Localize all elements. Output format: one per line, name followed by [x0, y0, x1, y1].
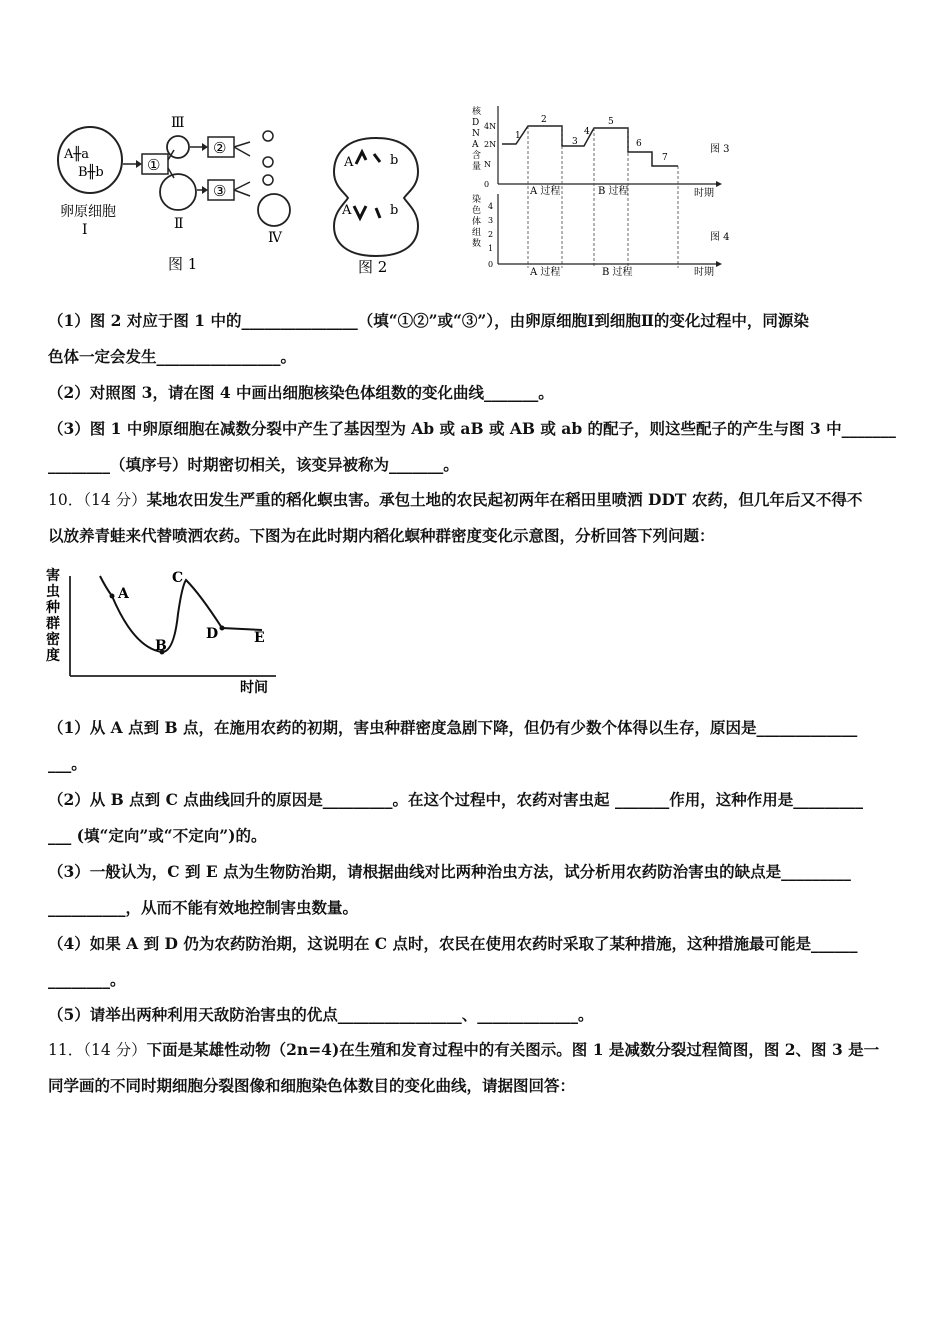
fig3-ylabel-char: 含: [472, 151, 482, 161]
fig4-ylabel-char: 染: [472, 195, 482, 205]
q10-point-B: B: [155, 638, 167, 654]
fig2-b-top: b: [390, 153, 399, 168]
fig3-ytick: N: [484, 160, 491, 169]
q10-part4-line1: （4）如果 A 到 D 仍为农药防治期，这说明在 C 点时，农民在使用农药时采取了某种措施，这种措施最可能是______: [48, 934, 858, 953]
q10-ylabel-char: 虫: [46, 584, 60, 600]
fig3-segment-label: 6: [636, 139, 642, 149]
q10-part3-line2: __________，从而不能有效地控制害虫数量。: [48, 898, 359, 917]
q10-part3-line1: （3）一般认为，C 到 E 点为生物防治期，请根据曲线对比两种治虫方法，试分析用农药防治害虫的缺点是_________: [48, 862, 851, 881]
fig3-ytick: 2N: [484, 140, 497, 149]
q9-part3-line2: ________（填序号）时期密切相关，该变异被称为_______。: [48, 455, 459, 474]
fig4-ytick: 1: [488, 244, 494, 253]
q10-score: （14 分）: [83, 491, 147, 509]
fig4-ytick: 2: [488, 230, 494, 239]
q10-ylabel-char: 群: [46, 616, 60, 632]
fig3-ytick: 0: [484, 180, 490, 189]
fig3-dna-curve: [502, 126, 678, 166]
fig4-xlabel: 时期: [694, 267, 714, 278]
fig3-stage-a: A 过程: [530, 186, 561, 197]
fig3-ylabel-char: 核: [472, 107, 482, 117]
figure-2: [326, 130, 426, 280]
q10-part4-line2: ________。: [48, 970, 126, 989]
q11-number: 11．: [48, 1041, 84, 1059]
fig3-segment-label: 3: [572, 137, 578, 147]
roman-III: Ⅲ: [171, 115, 185, 131]
fig3-ylabel-char: N: [472, 129, 480, 139]
figure-1: [50, 112, 310, 282]
q10-part1-line1: （1）从 A 点到 B 点，在施用农药的初期，害虫种群密度急剧下降，但仍有少数个体得以生存，原因是_____________: [48, 718, 858, 737]
q10-ylabel-char: 密: [46, 632, 60, 648]
roman-II: Ⅱ: [174, 216, 184, 232]
fig2-b-bottom: b: [390, 203, 399, 218]
q10-ylabel-char: 度: [46, 648, 60, 664]
fig2-label: 图 2: [358, 258, 388, 276]
fig3-segment-label: 1: [515, 131, 521, 141]
fig2-A-top: A: [344, 155, 354, 170]
q9-part1-line2: 色体一定会发生________________。: [48, 347, 297, 366]
fig4-ylabel-char: 数: [472, 239, 482, 249]
q10-ylabel-char: 害: [46, 568, 60, 584]
genes-top: A╫a: [64, 147, 89, 162]
step-2: ②: [213, 139, 227, 157]
q10-part2-line1: （2）从 B 点到 C 点曲线回升的原因是_________。在这个过程中，农药对害虫起 _______作用，这种作用是_________: [48, 790, 863, 809]
fig4-ytick: 4: [488, 202, 494, 211]
q9-part2: （2）对照图 3，请在图 4 中画出细胞核染色体组数的变化曲线_______。: [48, 383, 554, 402]
fig3-xlabel: 时期: [694, 188, 714, 199]
q10-part2-line2: ___ (填“定向”或“不定向”)的。: [48, 826, 267, 845]
fig3-stage-b: B 过程: [598, 186, 629, 197]
q10-intro-line2: 以放养青蛙来代替喷洒农药。下图为在此时期内稻化螟种群密度变化示意图，分析回答下列问题：: [48, 526, 715, 545]
genes-bottom: B╫b: [78, 165, 104, 180]
q10-ylabel-char: 种: [46, 600, 60, 616]
fig4-ylabel-char: 组: [472, 228, 482, 238]
q9-part1-line1: （1）图 2 对应于图 1 中的_______________（填“①②”或“③”），由卵原细胞Ⅰ到细胞Ⅱ的变化过程中，同源染: [48, 311, 809, 330]
q11-intro-line1: [48, 1039, 908, 1061]
q10-point-C: C: [172, 570, 184, 586]
q10-xlabel: 时间: [240, 680, 268, 696]
q10-point-A: A: [118, 586, 129, 602]
q11-intro-a: 下面是某雄性动物（2n=4)在生殖和发育过程中的有关图示。图 1 是减数分裂过程简图，图 2、图 3 是一: [146, 1040, 880, 1059]
cell-IV: [258, 194, 290, 226]
q10-intro-line1: [48, 489, 908, 511]
fig4-ytick: 0: [488, 260, 494, 269]
q10-intro-a: 某地农田发生严重的稻化螟虫害。承包土地的农民起初两年在稻田里喷洒 DDT 农药，但几年后又不得不: [146, 490, 863, 509]
q10-point-D: D: [206, 626, 219, 642]
fig3-ylabel: [471, 105, 482, 172]
fig4-ylabel-char: 体: [472, 217, 482, 227]
cell-III: [167, 136, 189, 158]
fig3-segment-label: 4: [584, 127, 590, 137]
fig3-segment-label: 7: [662, 153, 668, 163]
fig3-label: 图 3: [710, 144, 730, 155]
fig2-A-bottom: A: [342, 203, 352, 218]
fig4-label: 图 4: [710, 232, 730, 243]
fig4-stage-a: A 过程: [530, 267, 561, 278]
fig3-ylabel-char: A: [472, 140, 479, 150]
q11-score: （14 分）: [83, 1041, 147, 1059]
step-3: ③: [213, 182, 227, 200]
cell-I-roman: Ⅰ: [82, 222, 88, 238]
q10-population-chart: [44, 566, 284, 698]
q10-number: 10．: [48, 491, 84, 509]
q10-part5: （5）请举出两种利用天敌防治害虫的优点________________、_____________。: [48, 1005, 594, 1024]
fig4-stage-b: B 过程: [602, 267, 633, 278]
step-1: ①: [147, 156, 161, 174]
fig1-label: 图 1: [168, 255, 198, 273]
fig3-ytick: 4N: [484, 122, 497, 131]
fig4-ylabel: [472, 193, 481, 249]
fig4-ylabel-char: 色: [472, 206, 482, 216]
fig3-ylabel-char: D: [472, 118, 480, 128]
roman-IV: Ⅳ: [268, 230, 282, 246]
fig3-segment-label: 5: [608, 117, 614, 127]
q9-part3-line1: （3）图 1 中卵原细胞在减数分裂中产生了基因型为 Ab 或 aB 或 AB 或 ab 的配子，则这些配子的产生与图 3 中_______: [48, 419, 896, 438]
q10-part1-line2: ___。: [48, 754, 87, 773]
cell-I-label: 卵原细胞: [60, 204, 116, 220]
q10-ylabel: [45, 567, 60, 664]
cell-II: [160, 174, 196, 210]
q10-point-E: E: [254, 630, 265, 646]
q11-intro-line2: 同学画的不同时期细胞分裂图像和细胞染色体数目的变化曲线，请据图回答：: [48, 1076, 576, 1095]
figure-3-4: [466, 98, 746, 284]
fig3-segment-label: 2: [541, 115, 547, 125]
fig4-ytick: 3: [488, 216, 494, 225]
fig3-ylabel-char: 量: [472, 162, 482, 172]
